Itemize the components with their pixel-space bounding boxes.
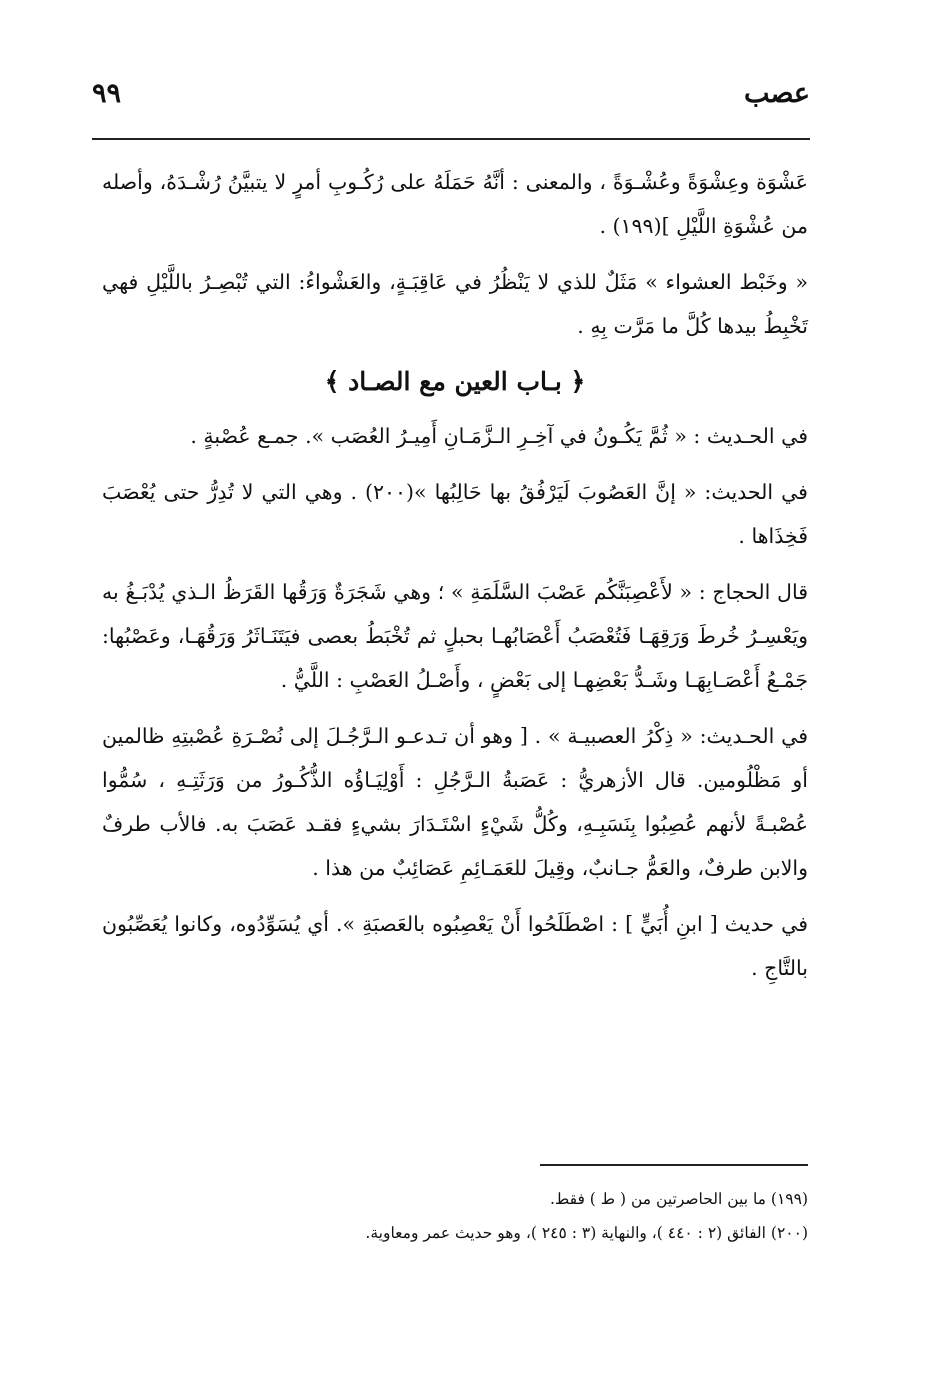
paragraph-asabiyya: في الحـديث: « ذِكْرُ العصبيـة » . [ وهو أن تـدعـو الـرَّجُـلَ إلى نُصْـرَةِ عُصْبتِهِ ظالمين أو مَظْلُومين. قال الأزهريُّ : عَصَبةُ الـرَّجُلِ : أَوْلِيَـاؤُه الذُّكُـورُ من وَرَثَتِـهِ ، سُمُّوا عُصْبـةً لأنهم عُصِبُوا بِنَسَبِـهِ، وكُلُّ شَيْءٍ اسْتَـدَارَ بشيءٍ فقـد عَصَبَ به. فالأب طرفٌ والابن طرفٌ، والعَمُّ جـانبٌ، وقِيلَ للعَمَـائِمِ عَصَائِبٌ من هذا .	[102, 724, 808, 880]
paragraph-amir-alusab: في الحـديث : « ثُمَّ يَكُـونُ في آخِـرِ الـزَّمَـانِ أَمِيـرُ العُصَب ». جمـع عُصْبةٍ .	[190, 424, 808, 448]
main-text	[102, 160, 808, 1002]
paragraph-khabt-alashwa: « وخَبْط العشواء » مَثَلٌ للذي لا يَنْظُرُ في عَاقِبَـةٍ، والعَشْواءُ: التي تُبْصِـرُ باللَّيْلِ فهي تَخْبِطُ بيدها كُلَّ ما مَرَّت بِهِ .	[102, 270, 808, 338]
page-header	[92, 78, 810, 122]
running-head-entry-word: عصب	[743, 78, 810, 109]
page-number: ٩٩	[92, 78, 122, 109]
paragraph-hajjaj: قال الحجاج : « لأَعْصِبَنَّكُم عَصْبَ السَّلَمَةِ » ؛ وهي شَجَرَةٌ وَرَقُها القَرَظُ الـذي يُدْبَـغُ به ويَعْسِـرُ خُرطَ وَرَقِهَـا فَتُعْصَبُ أَعْصَابُهـا بحبلٍ ثم تُخْبَطُ بعصى فيَتَنَـاثَرُ وَرَقُهَـا، وعَصْبُها: جَمْـعُ أَعْصَـابِهَـا وشَـدُّ بَعْضِهـا إلى بَعْضٍ ، وأَصْـلُ العَصْبِ : اللَّيُّ .	[102, 580, 808, 692]
footnote-199: (١٩٩) ما بين الحاصرتين من ( ط ) فقط.	[549, 1190, 808, 1208]
paragraph-ashwa: عَشْوَة وعِشْوَةً وعُشْـوَةً ، والمعنى : أنَّهُ حَمَلَهُ على رُكُـوبِ أمرٍ لا يتبيَّنُ رُشْـدَهُ، وأصله من عُشْوَةِ اللَّيْلِ ](١٩٩) .	[102, 170, 808, 238]
section-heading: ﴿ بـاب العين مع الصـاد ﴾	[324, 367, 586, 396]
paragraph-ibn-ubayy: في حديث [ ابنِ أُبَيٍّ ] : اصْطَلَحُوا أَنْ يَعْصِبُوه بالعَصبَةِ ». أي يُسَوِّدُوه، وكانوا يُعَصِّبُون بالتَّاجِ .	[102, 912, 808, 980]
header-divider	[92, 138, 810, 140]
paragraph-alasub: في الحديث: « إنَّ العَصُوبَ لَيَرْفُقُ بها حَالِبُها »(٢٠٠) . وهي التي لا تُدِرُّ حتى يُعْصَبَ فَخِذَاها .	[102, 480, 808, 548]
footnote-200: (٢٠٠) الفائق (٢ : ٤٤٠ )، والنهاية (٣ : ٢٤٥ )، وهو حديث عمر ومعاوية.	[365, 1224, 808, 1242]
footnote-divider	[540, 1164, 808, 1166]
footnotes	[102, 1182, 808, 1250]
